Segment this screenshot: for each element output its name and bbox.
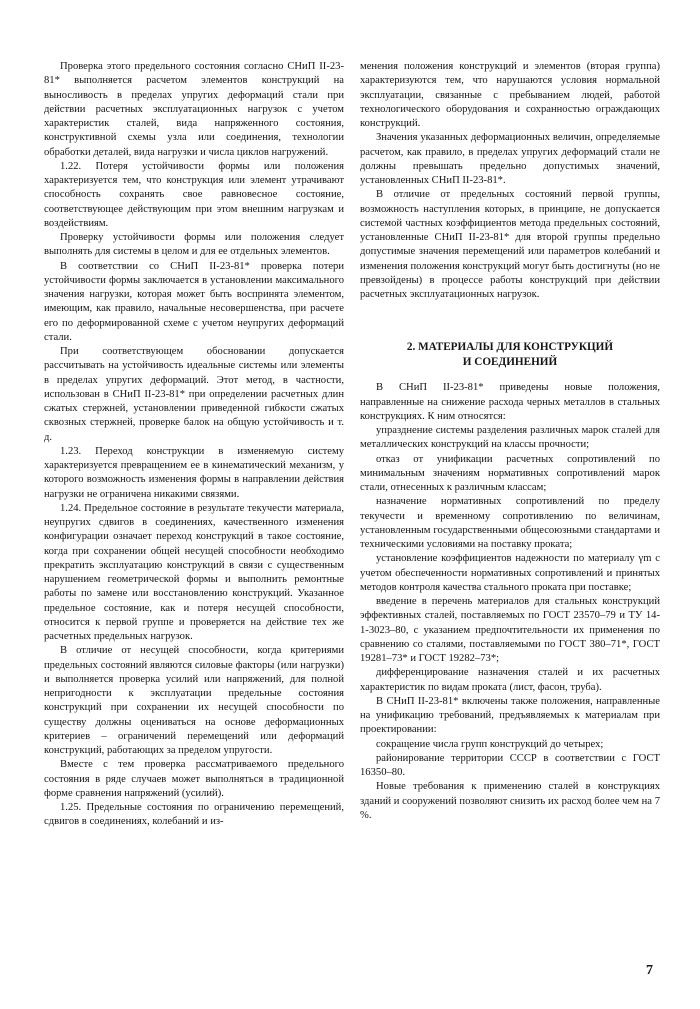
right-column [360,60,660,823]
paragraph-p6: 1.23. Переход конструкции в изменяемую систему характеризуется превращением ее в кинематический механизм, у которого возможность изменения формы в направлении действия нагрузки не ограничена никакими связями. [44,445,344,500]
paragraph-p1: Проверка этого предельного состояния согласно СНиП II-23-81* выполняется расчетом элементов конструкций на выносливость в пределах упругих деформаций стали при действии расчетных эксплуатационных нагрузок с учетом характеристик сталей, вида напряженного состояния, конструктивной схемы узла или соединения, технологии обработки деталей, вида нагрузки и числа циклов нагружений. [44,61,344,158]
paragraph-s11: Новые требования к применению сталей в конструкциях зданий и сооружений позволяют снизить их расход более чем на 7 %. [360,781,660,821]
right-column-bottom [360,381,660,823]
page-number: 7 [646,963,653,978]
paragraph-s7: дифференцирование назначения сталей и их расчетных характеристик по видам проката (лист, фасон, труба). [360,667,660,693]
paragraph-p5: При соответствующем обосновании допускается рассчитывать на устойчивость идеальные системы или элементы в пределах упругих деформаций. Этот метод, в частности, использован в СНиП II-23-81* при определении расчетных длин сжатых стержней, установлении приведенной гибкости сжатых сквозных стержней, проверке балок на общую устойчивость и т. д. [44,346,344,443]
paragraph-s10: районирование территории СССР в соответствии с ГОСТ 16350–80. [360,752,660,778]
paragraph-p10: 1.25. Предельные состояния по ограничению перемещений, сдвигов в соединениях, колебаний и из- [44,802,344,828]
paragraph-r3: В отличие от предельных состояний первой группы, возможность наступления которых, в принципе, не допускается системой частных коэффициентов метода предельных состояний, установленные СНиП II-23-81* для второй группы предельно допустимые значения перемещений или параметров колебаний и изменения положения конструкций могут быть достигнуты (но не превзойдены) в процессе работы конструкций при действии расчетных эксплуатационных нагрузок. [360,189,660,300]
paragraph-s3: отказ от унификации расчетных сопротивлений по минимальным значениям нормативных сопротивлений марок стали, отнесенных к различным классам; [360,453,660,493]
paragraph-s2: упразднение системы разделения различных марок сталей для металлических конструкций на классы прочности; [360,425,660,451]
paragraph-p3: Проверку устойчивости формы или положения следует выполнять для системы в целом и для ее отдельных элементов. [44,232,344,258]
paragraph-p8: В отличие от несущей способности, когда критериями предельных состояний являются силовые факторы (или нагрузки) и выполняется проверка усилий или напряжений, для полной непригодности к эксплуатации предельные состояния конструкций при сохранении их несущей способности по существу должны оцениваться на основе деформационных критериев – ограничений перемещений или деформаций конструкций, работающих за пределом упругости. [44,645,344,756]
paragraph-r2: Значения указанных деформационных величин, определяемые расчетом, как правило, в пределах упругих деформаций стали не должны превышать предельно допустимых значений, установленных СНиП II-23-81*. [360,132,660,186]
paragraph-s6: введение в перечень материалов для стальных конструкций эффективных сталей, поставляемых по ГОСТ 23570–79 и ТУ 14-1-3023–80, с указанием предпочтительности их применения по сравнению со сталями, поставляемыми по ГОСТ 380–71*, ГОСТ 19281–73* и ГОСТ 19282–73*; [360,596,660,664]
paragraph-r1: менения положения конструкций и элементов (вторая группа) характеризуются тем, что нарушаются условия нормальной эксплуатации, связанные с пребыванием людей, работой технологического оборудования и сохранностью ограждающих конструкций. [360,61,660,129]
left-column [44,60,344,830]
paragraph-s5: установление коэффициентов надежности по материалу γm с учетом обеспеченности нормативных сопротивлений и принятых методов контроля качества стального проката при поставке; [360,553,660,593]
section-title-line1: 2. МАТЕРИАЛЫ ДЛЯ КОНСТРУКЦИЙ [406,341,614,354]
paragraph-s1: В СНиП II-23-81* приведены новые положения, направленные на снижение расхода черных металлов в стальных конструкциях. К ним относятся: [360,382,660,422]
paragraph-p9: Вместе с тем проверка рассматриваемого предельного состояния в ряде случаев может выполняться в традиционной форме сравнения напряжений (усилий). [44,759,344,799]
paragraph-s8: В СНиП II-23-81* включены также положения, направленные на унификацию требований, предъявляемых к материалам при проектировании: [360,695,660,736]
paragraph-p7: 1.24. Предельное состояние в результате текучести материала, неупругих сдвигов в соединениях, качественного изменения конфигурации означает переход конструкций в такое состояние, когда при сохранении общей несущей способности необходимо прекратить эксплуатацию конструкций в связи с существенным нарушением геометрической формы и выполнить ремонтные работы по замене или восстановлению конструкций. Указанное предельное состояние, как и потеря несущей способности, относится к первой группе и проверяется на действие тех же расчетных предельных нагрузок. [44,502,344,642]
right-column-top [360,60,660,302]
paragraph-p2: 1.22. Потеря устойчивости формы или положения характеризуется тем, что конструкция или элемент утрачивают способность сохранять свое равновесное состояние, соответствующее действующим при этом внешним нагрузкам и воздействиям. [44,160,344,229]
paragraph-s4: назначение нормативных сопротивлений по пределу текучести и временному сопротивлению по величинам, установленным государственными общесоюзными стандартами и техническими условиями на поставку проката; [360,496,660,550]
section-title [360,340,660,369]
paragraph-s9: сокращение числа групп конструкций до четырех; [376,738,604,750]
section-title-line2: И СОЕДИНЕНИЙ [462,355,558,368]
paragraph-p4: В соответствии со СНиП II-23-81* проверка потери устойчивости формы заключается в установлении максимального значения нагрузки, которая может быть воспринята элементом, имеющим, как правило, начальные несовершенства, при расчете его по деформированной схеме с учетом неупругих деформаций стали. [44,260,344,343]
